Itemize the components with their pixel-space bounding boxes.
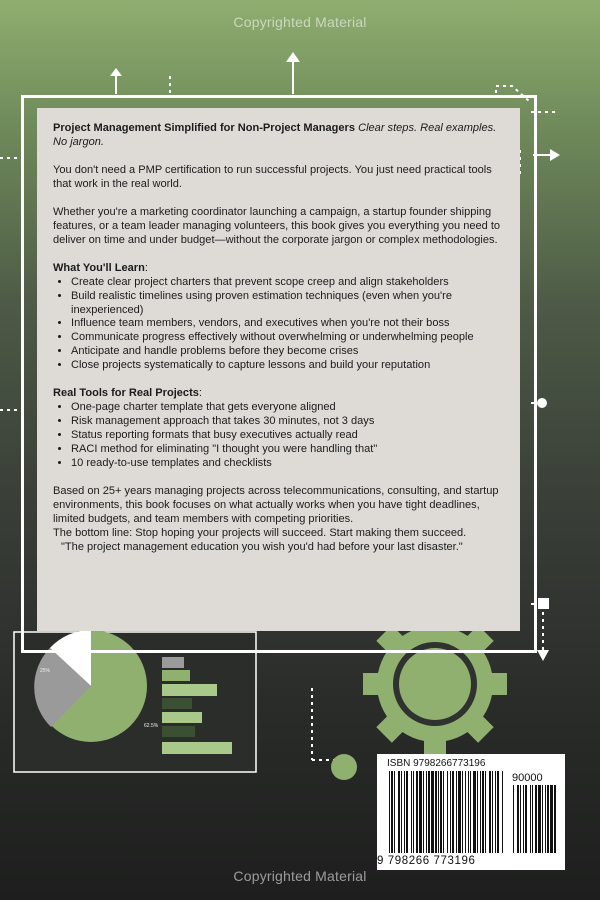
barcode-bar xyxy=(554,785,556,853)
barcode-bar xyxy=(520,785,521,853)
barcode-bar xyxy=(470,771,471,853)
barcode-bar xyxy=(502,771,503,853)
list-item: • Risk management approach that takes 30 minutes, not 3 days xyxy=(71,415,504,429)
barcode-bar xyxy=(542,785,543,853)
bottom-line: The bottom line: Stop hoping your projects will succeed. Start making them succeed. xyxy=(53,526,467,539)
back-cover-text-panel xyxy=(37,108,520,631)
barcode-bar xyxy=(489,771,491,853)
list-item: • Anticipate and handle problems before they become crises xyxy=(71,345,504,359)
barcode-bar xyxy=(485,771,486,853)
title-block xyxy=(53,122,504,150)
barcode-bar xyxy=(435,771,437,853)
barcode-bar xyxy=(513,785,514,853)
list-item: • Build realistic timelines using proven estimation techniques (even when you're inexperienced) xyxy=(71,290,504,318)
barcode-bar xyxy=(411,771,412,853)
barcode-bar xyxy=(465,771,466,853)
price-code: 90000 xyxy=(512,772,543,784)
barcode-bar xyxy=(523,785,524,853)
barcode-bar xyxy=(495,771,496,853)
barcode-bar xyxy=(428,771,430,853)
barcode-bar xyxy=(530,785,531,853)
barcode-bar xyxy=(431,771,434,853)
barcode-bar xyxy=(391,771,393,853)
barcode-bar xyxy=(394,771,395,853)
barcode-bar xyxy=(550,785,553,853)
barcode-bar xyxy=(443,771,444,853)
audience-paragraph: Whether you're a marketing coordinator launching a campaign, a startup founder shipping features, or a team leader managing volunteers, this book gives you everything you need to deliver on time and under budget—without the corporate jargon or complex methodologies. xyxy=(53,205,501,246)
barcode-bar xyxy=(456,771,457,853)
barcode-bar xyxy=(492,771,493,853)
barcode-bar xyxy=(406,771,408,853)
tools-heading: Real Tools for Real Projects: xyxy=(53,387,202,400)
pie-label: 25% xyxy=(40,668,51,674)
barcode-bar xyxy=(547,785,549,853)
arrow-up-icon xyxy=(286,52,300,94)
endorsement-quote: "The project management education you wish you'd had before your last disaster." xyxy=(61,540,463,553)
barcode-bar xyxy=(398,771,400,853)
barcode-bar xyxy=(545,785,546,853)
barcode-bar xyxy=(462,771,463,853)
barcode-bar xyxy=(450,771,451,853)
barcode-bar xyxy=(389,771,390,853)
list-item: • 10 ready-to-use templates and checklists xyxy=(71,457,504,471)
barcode-bar xyxy=(477,771,478,853)
barcode-bar xyxy=(416,771,418,853)
isbn-label: ISBN 9798266773196 xyxy=(387,758,486,769)
barcode-bar xyxy=(401,771,402,853)
list-item: • Create clear project charters that prevent scope creep and align stakeholders xyxy=(71,276,504,290)
list-item: • RACI method for eliminating "I thought you were handling that" xyxy=(71,443,504,457)
tools-list xyxy=(53,401,504,471)
arrow-right-icon xyxy=(533,149,560,161)
barcode-bar xyxy=(482,771,484,853)
barcode-bar xyxy=(419,771,422,853)
arrow-down-icon xyxy=(537,650,549,661)
barcode-bar xyxy=(473,771,476,853)
barcode-bars xyxy=(377,754,565,870)
experience-paragraph: Based on 25+ years managing projects across telecommunications, consulting, and startup environments, this book focuses on what actually works when you have tight deadlines, limited budgets, and team members with competing priorities. xyxy=(53,485,499,525)
barcode-bar xyxy=(538,785,541,853)
list-item: • Communicate progress effectively without overwhelming or underwhelming people xyxy=(71,331,504,345)
intro-paragraph: You don't need a PMP certification to run successful projects. You just need practical tools that work in the real world. xyxy=(53,163,492,190)
pie-label: 62.5% xyxy=(144,723,159,729)
barcode-bar xyxy=(517,785,519,853)
isbn-digits: 9 798266 773196 xyxy=(377,855,476,867)
arrow-up-icon xyxy=(110,68,122,94)
watermark-bottom: Copyrighted Material xyxy=(233,868,367,884)
barcode-bar xyxy=(532,785,533,853)
connector-square xyxy=(538,598,549,609)
barcode-bar xyxy=(535,785,537,853)
barcode-bar xyxy=(426,771,427,853)
barcode-bar xyxy=(525,785,527,853)
barcode-bar xyxy=(423,771,424,853)
list-item: • Influence team members, vendors, and executives when you're not their boss xyxy=(71,317,504,331)
list-item: • One-page charter template that gets everyone aligned xyxy=(71,401,504,415)
barcode-bar xyxy=(468,771,469,853)
isbn-barcode xyxy=(377,754,565,870)
small-circle xyxy=(331,754,357,780)
barcode-bar xyxy=(404,771,405,853)
list-item: • Status reporting formats that busy executives actually read xyxy=(71,429,504,443)
book-title: Project Management Simplified for Non-Project Managers xyxy=(53,122,356,134)
barcode-bar xyxy=(438,771,439,853)
watermark-top: Copyrighted Material xyxy=(233,14,367,30)
barcode-bar xyxy=(458,771,461,853)
learn-heading: What You'll Learn: xyxy=(53,261,148,274)
connector-dot xyxy=(537,398,547,408)
barcode-bar xyxy=(480,771,481,853)
barcode-bar xyxy=(440,771,442,853)
barcode-bar xyxy=(452,771,454,853)
list-item: • Close projects systematically to capture lessons and build your reputation xyxy=(71,359,504,373)
barcode-bar xyxy=(413,771,414,853)
barcode-bar xyxy=(447,771,448,853)
tagline: Clear steps. Real examples. No jargon. xyxy=(53,122,497,148)
learn-list xyxy=(53,276,504,374)
barcode-bar xyxy=(497,771,499,853)
